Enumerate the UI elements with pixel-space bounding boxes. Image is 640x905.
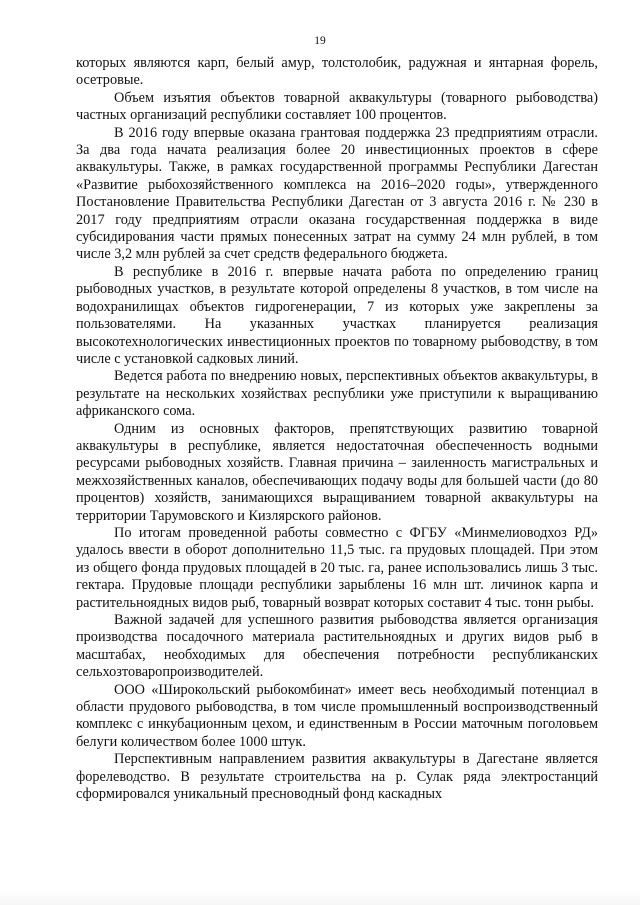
paragraph-fish-farming-sites: В республике в 2016 г. впервые начата работа по определению границ рыбоводных участков, в результате которой определены 8 участков, в том числе на водохранилищах объектов гидрогенерации, 7 из которых уже закреплены за пользователями. На указанных участках планируется реализация высокотехнологических инвестиционных проектов по товарному рыбоводству, в том числе с установкой садковых линий. — [76, 263, 598, 367]
paragraph-grant-support: В 2016 году впервые оказана грантовая поддержка 23 предприятиям отрасли. За два года начата реализация более 20 инвестиционных проектов в сфере аквакультуры. Также, в рамках государственной программы Республики Дагестан «Развитие рыбохозяйственного комплекса на 2016–2020 годы», утвержденного Постановление Правительства Республики Дагестан от 3 августа 2016 г. № 230 в 2017 году предприятиям отрасли оказана государственная поддержка в виде субсидирования части прямых понесенных затрат на сумму 24 млн рублей, в том числе 3,2 млн рублей за счет средств федерального бюджета. — [76, 124, 598, 263]
paragraph-shirokolsky-plant: ООО «Широкольский рыбокомбинат» имеет весь необходимый потенциал в области прудового рыбоводства, в том числе промышленный воспроизводственный комплекс с инкубационным цехом, и единственным в России маточным поголовьем белуги количеством более 1000 штук. — [76, 681, 598, 750]
page-bottom-edge — [0, 891, 640, 905]
document-body — [76, 55, 598, 803]
paragraph-water-supply: Одним из основных факторов, препятствующих развитию товарной аквакультуры в республике, является недостаточная обеспеченность водными ресурсами рыбоводных хозяйств. Главная причина – заиленность магистральных и межхозяйственных каналов, обеспечивающих подачу воды для большей части (до 80 процентов) хозяйств, занимающихся выращиванием товарной аквакультуры на территории Тарумовского и Кизлярского районов. — [76, 420, 598, 524]
paragraph-trout-farming: Перспективным направлением развития аквакультуры в Дагестане является форелеводство. В результате строительства на р. Сулак ряда электростанций сформировался уникальный пресноводный фонд каскадных — [76, 751, 598, 803]
paragraph-pond-areas: По итогам проведенной работы совместно с ФГБУ «Минмелиоводхоз РД» удалось ввести в оборот дополнительно 11,5 тыс. га прудовых площадей. При этом из общего фонда прудовых площадей в 20 тыс. га, ранее использовались лишь 3 тыс. гектара. Прудовые площади республики зарыблены 16 млн шт. личинок карпа и растительноядных видов рыб, товарный возврат которых составит 4 тыс. тонн рыбы. — [76, 524, 598, 611]
paragraph-harvest-volume: Объем изъятия объектов товарной аквакультуры (товарного рыбоводства) частных организаций республики составляет 100 процентов. — [76, 89, 598, 124]
paragraph-new-species: Ведется работа по внедрению новых, перспективных объектов аквакультуры, в результате на нескольких хозяйствах республики уже приступили к выращиванию африканского сома. — [76, 368, 598, 420]
page-number: 19 — [314, 35, 326, 47]
paragraph-stocking-material: Важной задачей для успешного развития рыбоводства является организация производства посадочного материала растительноядных и других видов рыб в масштабах, необходимых для обеспечения потребности республиканских сельхозтоваропроизводителей. — [76, 612, 598, 681]
paragraph-continuation: которых являются карп, белый амур, толстолобик, радужная и янтарная форель, осетровые. — [76, 55, 598, 89]
